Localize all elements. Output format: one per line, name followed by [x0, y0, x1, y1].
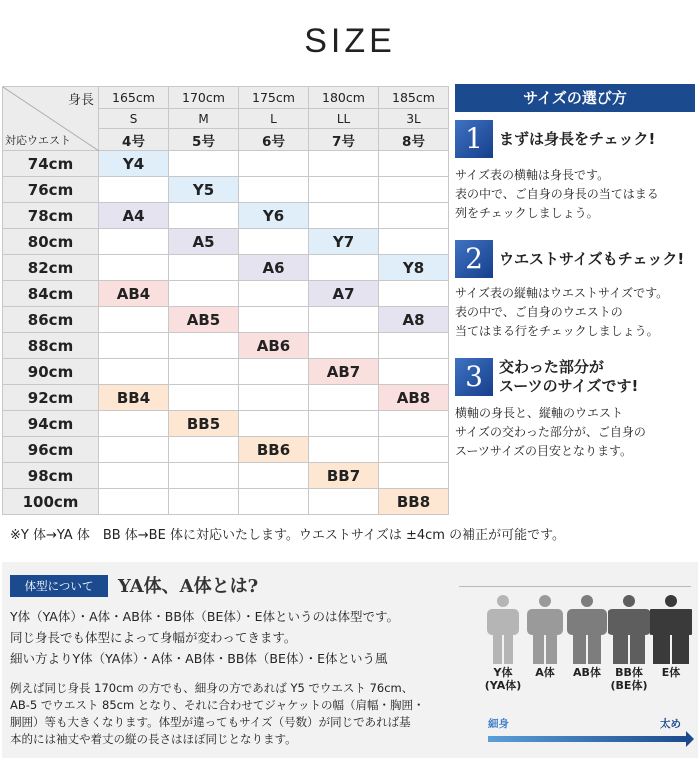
- table-row: [3, 463, 449, 489]
- size-cell: Y8: [379, 255, 449, 281]
- step-title-2: ウエストサイズもチェック!: [499, 250, 685, 268]
- thin-to-thick-arrow: [488, 736, 688, 742]
- figure-label-line: (BE体): [610, 679, 648, 692]
- size-cell: [309, 203, 379, 229]
- table-row: [3, 177, 449, 203]
- lead-line: 同じ身長でも体型によって身幅が変わってきます。: [10, 630, 297, 645]
- waist-cell: 88cm: [3, 333, 99, 359]
- size-cell: [99, 177, 169, 203]
- waist-cell: 92cm: [3, 385, 99, 411]
- size-cell: Y6: [239, 203, 309, 229]
- figure-label-line: (YA体): [484, 679, 522, 692]
- size-cell: [169, 463, 239, 489]
- body-type-section: [2, 562, 698, 758]
- step-body-line: サイズ表の横軸は身長です。: [455, 168, 610, 182]
- size-cell: [169, 333, 239, 359]
- size-cell: A4: [99, 203, 169, 229]
- step-body-3: [455, 404, 700, 461]
- waist-cell: 100cm: [3, 489, 99, 515]
- body-type-tag: 体型について: [10, 575, 108, 597]
- table-row: [3, 359, 449, 385]
- guide-header: サイズの選び方: [455, 84, 695, 112]
- step-title-line: 交わった部分が: [499, 358, 604, 376]
- body-figure-label: [525, 666, 565, 679]
- size-cell: AB4: [99, 281, 169, 307]
- size-cell: [169, 385, 239, 411]
- waist-cell: 90cm: [3, 359, 99, 385]
- letter-size-header: S: [99, 109, 169, 129]
- size-table: [2, 86, 449, 515]
- size-cell: [379, 437, 449, 463]
- size-cell: [239, 385, 309, 411]
- body-type-figures: [480, 594, 695, 704]
- size-cell: AB6: [239, 333, 309, 359]
- step-title-3: [499, 358, 699, 396]
- size-cell: Y4: [99, 151, 169, 177]
- thin-label: 細身: [488, 718, 509, 730]
- body-type-title: YA体、A体とは?: [118, 576, 259, 597]
- height-header: 175cm: [239, 87, 309, 109]
- guide-step-2: [455, 240, 700, 350]
- step-number-1: 1: [455, 120, 493, 158]
- size-cell: [309, 333, 379, 359]
- figure-label-line: Y体: [493, 666, 513, 679]
- table-row: [3, 151, 449, 177]
- waist-cell: 76cm: [3, 177, 99, 203]
- table-row: [3, 385, 449, 411]
- size-cell: [309, 307, 379, 333]
- size-cell: [99, 489, 169, 515]
- lead-line: Y体（YA体）・A体・AB体・BB体（BE体）・E体というのは体型です。: [10, 609, 400, 624]
- table-corner: [3, 87, 99, 151]
- guide-step-3: [455, 358, 700, 468]
- waist-cell: 94cm: [3, 411, 99, 437]
- size-cell: [99, 255, 169, 281]
- size-cell: BB6: [239, 437, 309, 463]
- example-line: AB-5 でウエスト 85cm となり、それに合わせてジャケットの幅（肩幅・胸囲・: [10, 698, 425, 712]
- letter-size-header: M: [169, 109, 239, 129]
- step-body-line: 表の中で、ご自身のウエストの: [455, 305, 623, 319]
- size-cell: [239, 359, 309, 385]
- figure-label-line: E体: [661, 666, 681, 679]
- number-size-header: 8号: [379, 129, 449, 151]
- size-cell: [169, 255, 239, 281]
- size-cell: [99, 333, 169, 359]
- size-cell: BB5: [169, 411, 239, 437]
- size-cell: [99, 307, 169, 333]
- step-body-2: [455, 284, 700, 341]
- waist-cell: 98cm: [3, 463, 99, 489]
- figure-label-line: A体: [535, 666, 555, 679]
- waist-cell: 82cm: [3, 255, 99, 281]
- size-cell: [99, 463, 169, 489]
- table-row: [3, 281, 449, 307]
- size-cell: [309, 489, 379, 515]
- example-line: 例えば同じ身長 170cm の方でも、細身の方であれば Y5 でウエスト 76cm、: [10, 681, 414, 695]
- example-line: 本的には袖丈や着丈の縦の長さはほぼ同じとなります。: [10, 732, 297, 746]
- size-cell: [379, 281, 449, 307]
- body-figure-label: [651, 666, 691, 679]
- step-body-line: 横軸の身長と、縦軸のウエスト: [455, 406, 624, 420]
- size-cell: [379, 359, 449, 385]
- table-row: [3, 489, 449, 515]
- size-cell: BB7: [309, 463, 379, 489]
- body-type-lead: [10, 606, 470, 669]
- size-cell: [379, 463, 449, 489]
- number-size-header: 4号: [99, 129, 169, 151]
- lead-line: 細い方よりY体（YA体）・A体・AB体・BB体（BE体）・E体という風: [10, 651, 388, 666]
- size-cell: [309, 151, 379, 177]
- step-body-line: スーツサイズの目安となります。: [455, 444, 633, 458]
- height-header: 185cm: [379, 87, 449, 109]
- corner-height-label: 身長: [67, 93, 94, 108]
- size-cell: AB8: [379, 385, 449, 411]
- size-cell: [239, 281, 309, 307]
- divider: [459, 586, 691, 587]
- size-cell: [99, 359, 169, 385]
- letter-size-header: 3L: [379, 109, 449, 129]
- size-cell: [99, 229, 169, 255]
- step-body-line: 当てはまる行をチェックしましょう。: [455, 324, 659, 338]
- size-cell: [239, 177, 309, 203]
- size-cell: A5: [169, 229, 239, 255]
- size-cell: A7: [309, 281, 379, 307]
- step-body-line: 列をチェックしましょう。: [455, 206, 599, 220]
- size-cell: [379, 333, 449, 359]
- step-body-line: サイズの交わった部分が、ご自身の: [455, 425, 646, 439]
- size-cell: AB5: [169, 307, 239, 333]
- size-cell: [309, 411, 379, 437]
- table-row: [3, 437, 449, 463]
- body-figure-icon: [608, 594, 650, 670]
- table-row: [3, 203, 449, 229]
- height-header-row: [3, 87, 449, 109]
- guide-step-1: [455, 120, 700, 230]
- size-cell: A6: [239, 255, 309, 281]
- size-cell: [309, 385, 379, 411]
- waist-cell: 86cm: [3, 307, 99, 333]
- size-cell: [169, 359, 239, 385]
- size-cell: [379, 151, 449, 177]
- size-cell: [379, 229, 449, 255]
- height-header: 165cm: [99, 87, 169, 109]
- letter-size-header: L: [239, 109, 309, 129]
- size-cell: Y7: [309, 229, 379, 255]
- figure-label-line: AB体: [573, 666, 601, 679]
- body-figure-icon: [482, 594, 524, 670]
- size-cell: [169, 203, 239, 229]
- table-row: [3, 307, 449, 333]
- number-size-header: 7号: [309, 129, 379, 151]
- size-cell: [309, 177, 379, 203]
- size-cell: Y5: [169, 177, 239, 203]
- size-cell: BB4: [99, 385, 169, 411]
- size-cell: [239, 307, 309, 333]
- corner-waist-label: 対応ウエスト: [5, 134, 71, 147]
- table-row: [3, 255, 449, 281]
- body-figure-icon: [566, 594, 608, 670]
- size-cell: [379, 411, 449, 437]
- size-cell: [239, 151, 309, 177]
- body-figure-icon: [524, 594, 566, 670]
- size-cell: [99, 411, 169, 437]
- step-number-2: 2: [455, 240, 493, 278]
- letter-size-header: LL: [309, 109, 379, 129]
- table-row: [3, 411, 449, 437]
- step-title-1: まずは身長をチェック!: [499, 130, 656, 148]
- waist-cell: 74cm: [3, 151, 99, 177]
- size-cell: [379, 177, 449, 203]
- number-size-header: 6号: [239, 129, 309, 151]
- size-cell: [169, 151, 239, 177]
- table-row: [3, 333, 449, 359]
- height-header: 170cm: [169, 87, 239, 109]
- body-figure-label: [609, 666, 649, 692]
- size-cell: [99, 437, 169, 463]
- table-row: [3, 229, 449, 255]
- size-cell: [309, 255, 379, 281]
- size-cell: [239, 229, 309, 255]
- waist-cell: 84cm: [3, 281, 99, 307]
- size-cell: BB8: [379, 489, 449, 515]
- example-line: 胴囲）等も大きくなります。体型が違ってもサイズ（号数）が同じであれば基: [10, 715, 411, 729]
- number-size-header: 5号: [169, 129, 239, 151]
- size-cell: [309, 437, 379, 463]
- step-body-1: [455, 166, 700, 223]
- body-figure-icon: [650, 594, 692, 670]
- waist-cell: 96cm: [3, 437, 99, 463]
- size-cell: [169, 437, 239, 463]
- body-figure-label: [567, 666, 607, 679]
- size-cell: AB7: [309, 359, 379, 385]
- size-cell: [239, 411, 309, 437]
- step-body-line: サイズ表の縦軸はウエストサイズです。: [455, 286, 669, 300]
- size-cell: [169, 489, 239, 515]
- correction-note: ※Y 体→YA 体 BB 体→BE 体に対応いたします。ウエストサイズは ±4cm の補正が可能です。: [10, 528, 566, 543]
- page-title: SIZE: [304, 22, 396, 60]
- height-header: 180cm: [309, 87, 379, 109]
- size-cell: [379, 203, 449, 229]
- step-number-3: 3: [455, 358, 493, 396]
- body-figure-label: [483, 666, 523, 692]
- figure-label-line: BB体: [615, 666, 643, 679]
- size-cell: A8: [379, 307, 449, 333]
- step-title-line: スーツのサイズです!: [499, 377, 639, 395]
- size-cell: [239, 463, 309, 489]
- waist-cell: 80cm: [3, 229, 99, 255]
- waist-cell: 78cm: [3, 203, 99, 229]
- size-cell: [239, 489, 309, 515]
- body-type-example: [10, 680, 480, 748]
- step-body-line: 表の中で、ご自身の身長の当てはまる: [455, 187, 659, 201]
- size-cell: [169, 281, 239, 307]
- thick-label: 太め: [660, 718, 681, 730]
